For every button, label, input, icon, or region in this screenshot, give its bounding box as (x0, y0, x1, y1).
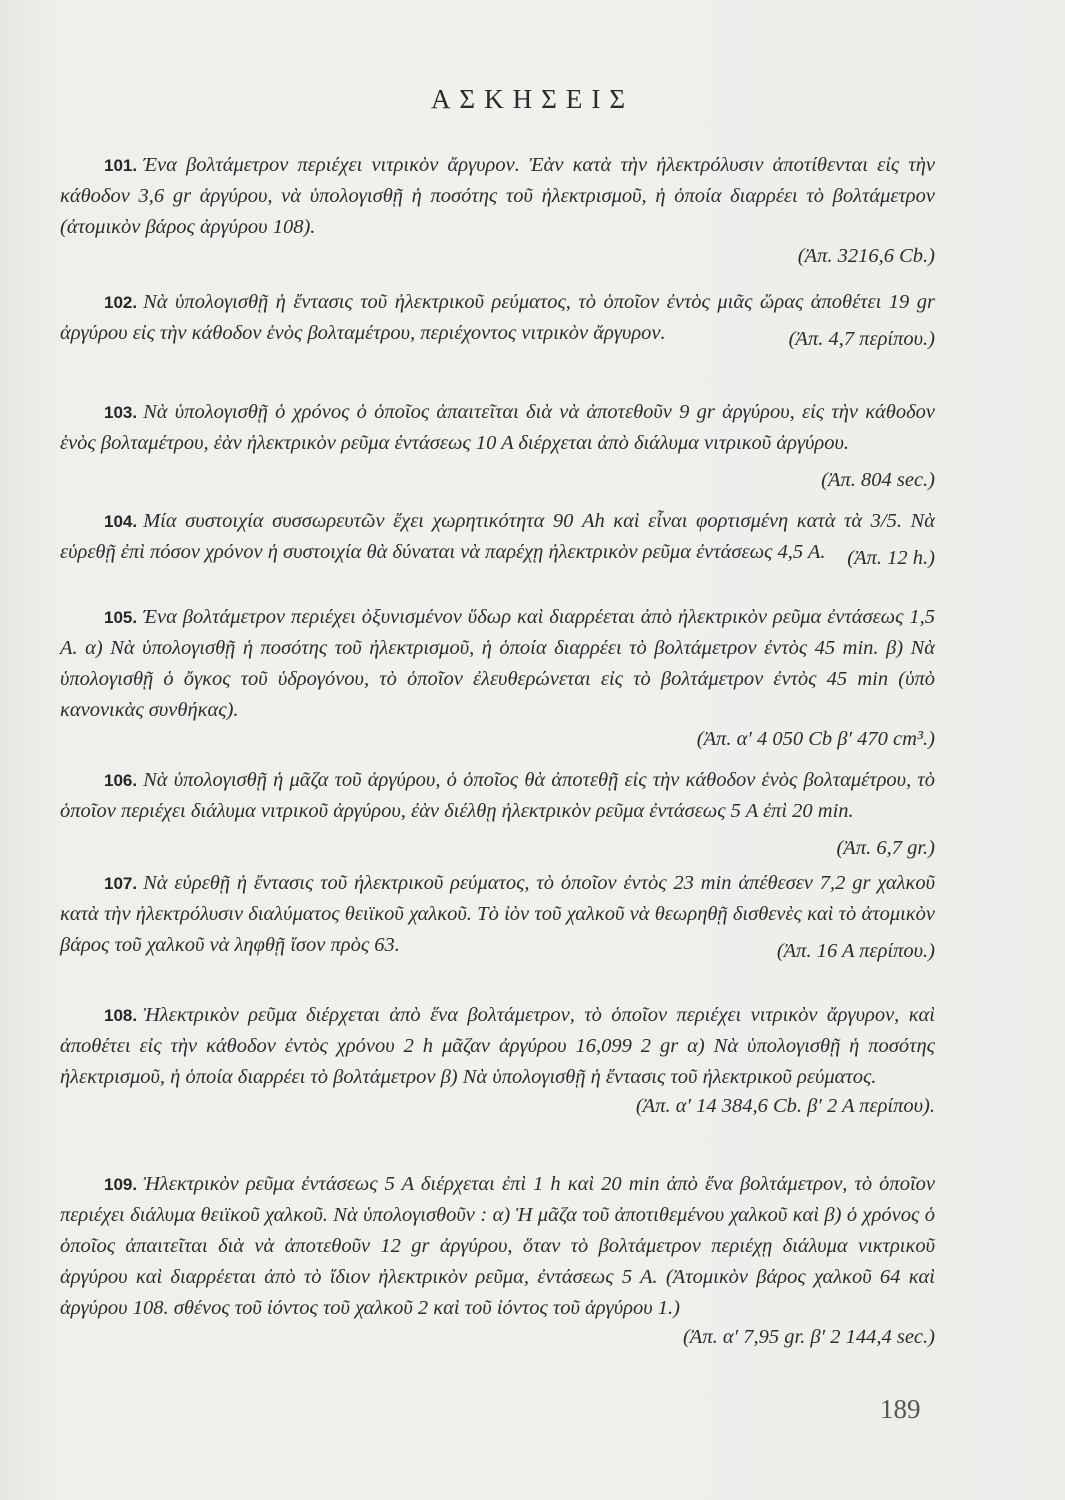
page-title: ΑΣΚΗΣΕΙΣ (430, 84, 635, 114)
exercise-text: Νὰ ὑπολογισθῇ ἡ ἔντασις τοῦ ἠλεκτρικοῦ ρεύματος, τὸ ὁποῖον ἐντὸς μιᾶς ὥρας ἀποθέτει 19 gr ἀργύρου εἰς τὴν κάθοδον ἑνὸς βολταμέτρου, περιέχοντος νιτρικὸν ἄργυρον. (60, 291, 935, 344)
exercise-109 (60, 1169, 935, 1353)
exercise-answer: (Ἀπ. α′ 14 384,6 Cb. β′ 2 Α περίπου). (635, 1095, 935, 1117)
exercise-102 (60, 287, 935, 355)
exercise-108 (60, 1000, 935, 1122)
exercise-number: 108. (104, 1006, 138, 1025)
exercise-answer: (Ἀπ. 3216,6 Cb.) (797, 245, 935, 267)
exercise-105 (60, 602, 935, 755)
exercise-answer: (Ἀπ. 6,7 gr.) (836, 837, 935, 859)
exercise-text: Νὰ εὑρεθῇ ἡ ἔντασις τοῦ ἠλεκτρικοῦ ρεύματος, τὸ ὁποῖον ἐντὸς 23 min ἀπέθεσεν 7,2 gr χαλκοῦ κατὰ τὴν ἠλεκτρόλυσιν διαλύματος θειϊκοῦ χαλκοῦ. Τὸ ἰὸν τοῦ χαλκοῦ νὰ θεωρηθῇ δισθενὲς καὶ τὸ ἀτομικὸν βάρος τοῦ χαλκοῦ νὰ ληφθῇ ἴσον πρὸς 63. (60, 872, 935, 956)
exercise-answer: (Ἀπ. 16 Α περίπου.) (776, 940, 935, 962)
exercise-text: Ἠλεκτρικὸν ρεῦμα ἐντάσεως 5 Α διέρχεται ἐπὶ 1 h καὶ 20 min ἀπὸ ἕνα βολτάμετρον, τὸ ὁποῖον περιέχει διάλυμα θειϊκοῦ χαλκοῦ. Νὰ ὑπολογισθοῦν : α) Ἡ μᾶζα τοῦ ἀποτιθεμένου χαλκοῦ καὶ β) ὁ χρόνος ὁ ὁποῖος ἀπαιτεῖται διὰ νὰ ἀποτεθοῦν 12 gr ἀργύρου, ὅταν τὸ βολτάμετρον περιέχῃ διάλυμα νικτρικοῦ ἀργύρου καὶ διαρρέεται ἀπὸ τὸ ἴδιον ἠλεκτρικὸν ρεῦμα, ἐντάσεως 5 Α. (Ἀτομικὸν βάρος χαλκοῦ 64 καὶ ἀργύρου 108. σθένος τοῦ ἰόντος τοῦ χαλκοῦ 2 καὶ τοῦ ἰόντος τοῦ ἀργύρου 1.) (60, 1173, 935, 1319)
exercise-text: Νὰ ὑπολογισθῇ ἡ μᾶζα τοῦ ἀργύρου, ὁ ὁποῖος θὰ ἀποτεθῇ εἰς τὴν κάθοδον ἑνὸς βολταμέτρου, τὸ ὁποῖον περιέχει διάλυμα νιτρικοῦ ἀργύρου, ἐὰν διέλθῃ ἠλεκτρικὸν ρεῦμα ἐντάσεως 5 Α ἐπὶ 20 min. (60, 769, 935, 822)
exercise-106 (60, 765, 935, 864)
exercise-text: Νὰ ὑπολογισθῇ ὁ χρόνος ὁ ὁποῖος ἀπαιτεῖται διὰ νὰ ἀποτεθοῦν 9 gr ἀργύρου, εἰς τὴν κάθοδον ἑνὸς βολταμέτρου, ἐὰν ἠλεκτρικὸν ρεῦμα ἐντάσεως 10 Α διέρχεται ἀπὸ διάλυμα νιτρικοῦ ἀργύρου. (60, 401, 935, 454)
exercise-101 (60, 150, 935, 272)
exercise-number: 107. (104, 874, 138, 893)
exercise-answer: (Ἀπ. α′ 4 050 Cb β′ 470 cm³.) (696, 728, 935, 750)
exercise-answer: (Ἀπ. 12 h.) (847, 547, 935, 569)
exercise-number: 104. (104, 512, 138, 531)
exercise-number: 101. (104, 156, 138, 175)
page-number: 189 (880, 1394, 921, 1424)
exercise-107 (60, 868, 935, 967)
exercise-number: 106. (104, 771, 138, 790)
exercise-text: Μία συστοιχία συσσωρευτῶν ἔχει χωρητικότητα 90 Ah καὶ εἶναι φορτισμένη κατὰ τὰ 3/5. Νὰ εὑρεθῇ ἐπὶ πόσον χρόνον ἡ συστοιχία θὰ δύναται νὰ παρέχῃ ἠλεκτρικὸν ρεῦμα ἐντάσεως 4,5 Α. (60, 510, 935, 563)
exercise-text: Ἠλεκτρικὸν ρεῦμα διέρχεται ἀπὸ ἕνα βολτάμετρον, τὸ ὁποῖον περιέχει νιτρικὸν ἄργυρον, καὶ ἀποθέτει εἰς τὴν κάθοδον ἐντὸς χρόνου 2 h μᾶζαν ἀργύρου 16,099 2 gr α) Νὰ ὑπολογισθῇ ἡ ποσότης ἠλεκτρισμοῦ, ἡ ὁποία διαρρέει τὸ βολτάμετρον β) Νὰ ὑπολογισθῇ ἡ ἔντασις τοῦ ἠλεκτρικοῦ ρεύματος. (60, 1004, 935, 1088)
exercise-103 (60, 397, 935, 496)
exercise-number: 109. (104, 1175, 138, 1194)
exercise-number: 105. (104, 608, 138, 627)
exercise-number: 102. (104, 293, 138, 312)
exercise-answer: (Ἀπ. 4,7 περίπου.) (788, 328, 935, 350)
exercise-number: 103. (104, 403, 138, 422)
exercise-text: Ένα βολτάμετρον περιέχει νιτρικὸν ἄργυρον. Ἐὰν κατὰ τὴν ἠλεκτρόλυσιν ἀποτίθενται εἰς τὴν κάθοδον 3,6 gr ἀργύρου, νὰ ὑπολογισθῇ ἡ ποσότης τοῦ ἠλεκτρισμοῦ, ἡ ὁποία διαρρέει τὸ βολτάμετρον (ἀτομικὸν βάρος ἀργύρου 108). (60, 154, 935, 238)
exercise-text: Ένα βολτάμετρον περιέχει ὀξυνισμένον ὕδωρ καὶ διαρρέεται ἀπὸ ἠλεκτρικὸν ρεῦμα ἐντάσεως 1,5 Α. α) Νὰ ὑπολογισθῇ ἡ ποσότης τοῦ ἠλεκτρισμοῦ, ἡ ὁποία διαρρέει τὸ βολτάμετρον ἐντὸς 45 min. β) Νὰ ὑπολογισθῇ ὁ ὄγκος τοῦ ὑδρογόνου, τὸ ὁποῖον ἐλευθερώνεται εἰς τὸ βολτάμετρον ἐντὸς 45 min (ὑπὸ κανονικὰς συνθήκας). (60, 606, 935, 721)
exercise-answer: (Ἀπ. 804 sec.) (821, 469, 935, 491)
exercise-104 (60, 506, 935, 574)
exercise-answer: (Ἀπ. α′ 7,95 gr. β′ 2 144,4 sec.) (682, 1326, 935, 1348)
